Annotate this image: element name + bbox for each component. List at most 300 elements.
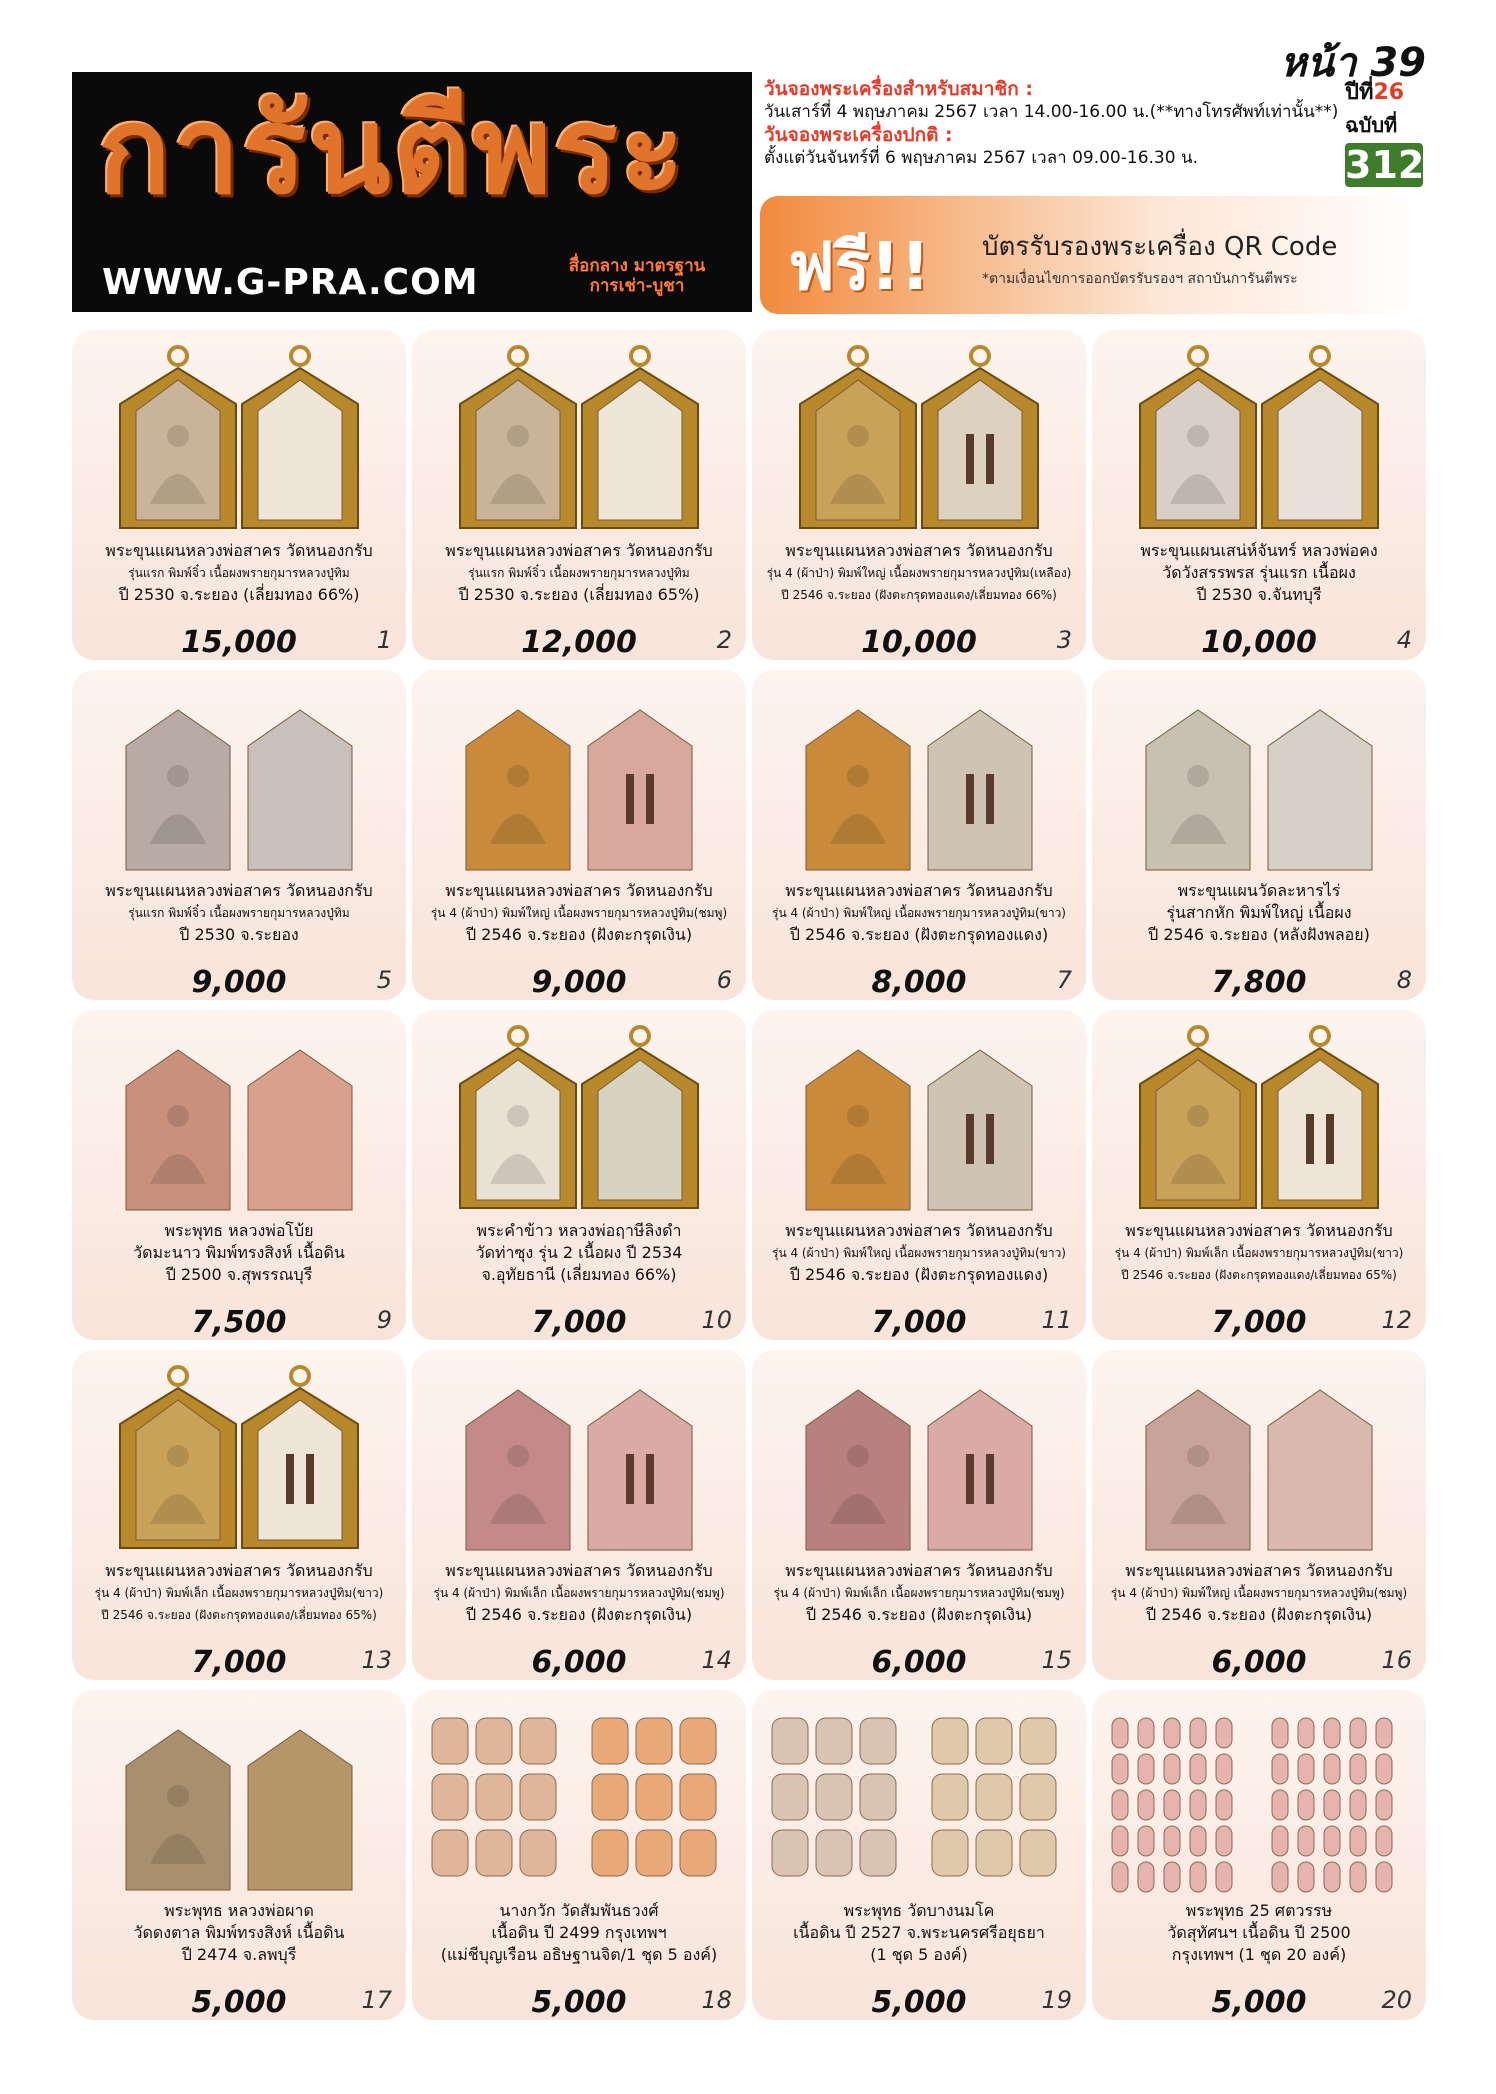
amulet-piece xyxy=(1112,1754,1128,1784)
pendant-loop xyxy=(1311,347,1329,365)
amulet-piece xyxy=(1190,1790,1206,1820)
buddha-figure xyxy=(167,1785,189,1807)
caption-line: พระขุนแผนหลวงพ่อสาคร วัดหนองกรับ xyxy=(785,1221,1053,1240)
caption-line: พระขุนแผนหลวงพ่อสาคร วัดหนองกรับ xyxy=(445,541,713,560)
amulet-back xyxy=(928,1050,1032,1210)
amulet-back xyxy=(588,710,692,870)
amulet-piece xyxy=(432,1718,468,1764)
amulet-piece xyxy=(1112,1862,1128,1892)
amulet-piece xyxy=(860,1774,896,1820)
amulet-photo xyxy=(72,684,406,880)
amulet-piece xyxy=(1272,1754,1288,1784)
takrut xyxy=(1306,1114,1314,1164)
pendant-loop xyxy=(509,1027,527,1045)
caption-line: พระขุนแผนหลวงพ่อสาคร วัดหนองกรับ xyxy=(105,881,373,900)
product-caption xyxy=(416,1900,742,1966)
logo-tagline-2: การเช่า-บูชา xyxy=(589,276,685,296)
pendant-loop xyxy=(971,347,989,365)
takrut xyxy=(1326,1114,1334,1164)
amulet-piece xyxy=(520,1830,556,1876)
product-number: 10 xyxy=(701,1306,732,1334)
amulet-photo xyxy=(412,1024,746,1220)
product-number: 7 xyxy=(1056,966,1072,994)
amulet-piece xyxy=(1020,1718,1056,1764)
amulet-photo xyxy=(1092,1364,1426,1560)
product-price: 10,000 xyxy=(1201,625,1317,660)
takrut xyxy=(966,1114,974,1164)
caption-line: วัดดงตาล พิมพ์ทรงสิงห์ เนื้อดิน xyxy=(133,1923,345,1942)
product-caption xyxy=(1096,880,1422,946)
amulet-piece xyxy=(476,1830,512,1876)
buddha-figure xyxy=(1187,765,1209,787)
product-caption xyxy=(416,880,742,946)
product-card-18[interactable] xyxy=(412,1690,746,2020)
caption-line: (แม่ชีบุญเรือน อธิษฐานจิต/1 ชุด 5 องค์) xyxy=(440,1945,718,1964)
caption-line: พระขุนแผนวัดละหารไร่ xyxy=(1177,881,1341,900)
amulet-piece xyxy=(476,1718,512,1764)
amulet-piece xyxy=(1324,1862,1340,1892)
booking-info xyxy=(764,78,1344,170)
amulet-front xyxy=(466,1390,570,1550)
product-price: 5,000 xyxy=(1211,1985,1307,2020)
amulet-piece xyxy=(1138,1862,1154,1892)
amulet-piece xyxy=(592,1830,628,1876)
buddha-figure xyxy=(507,425,529,447)
year-label: ปีที่ xyxy=(1345,80,1374,105)
caption-line: ปี 2546 จ.ระยอง (ฝังตะกรุดทองแดง/เลี่ยมทอง 65%) xyxy=(101,1608,377,1622)
buddha-figure xyxy=(1187,1105,1209,1127)
caption-line: พระขุนแผนหลวงพ่อสาคร วัดหนองกรับ xyxy=(445,1561,713,1580)
amulet-piece xyxy=(432,1774,468,1820)
caption-line: รุ่นแรก พิมพ์จิ๋ว เนื้อผงพรายกุมารหลวงปู่ทิม xyxy=(128,566,350,580)
takrut xyxy=(966,774,974,824)
caption-line: พระคำข้าว หลวงพ่อฤาษีลิงดำ xyxy=(476,1221,682,1240)
pendant-loop xyxy=(291,1367,309,1385)
product-price: 7,000 xyxy=(191,1645,287,1680)
product-card-19[interactable] xyxy=(752,1690,1086,2020)
caption-line: ปี 2546 จ.ระยอง (ฝังตะกรุดเงิน) xyxy=(465,925,693,944)
product-caption xyxy=(756,880,1082,946)
product-price: 5,000 xyxy=(531,1985,627,2020)
amulet-front xyxy=(1146,710,1250,870)
buddha-figure xyxy=(167,765,189,787)
logo-tagline xyxy=(532,256,742,296)
product-card-20[interactable] xyxy=(1092,1690,1426,2020)
buddha-figure xyxy=(847,1105,869,1127)
product-card-11[interactable] xyxy=(752,1010,1086,1340)
pendant-loop xyxy=(1189,347,1207,365)
takrut xyxy=(986,1454,994,1504)
buddha-figure xyxy=(1187,1445,1209,1467)
year-value: 26 xyxy=(1373,80,1405,105)
amulet-piece xyxy=(1350,1862,1366,1892)
normal-booking-text: ตั้งแต่วันจันทร์ที่ 6 พฤษภาคม 2567 เวลา 09.00-16.30 น. xyxy=(764,148,1198,168)
product-card-2[interactable] xyxy=(412,330,746,660)
amulet-back xyxy=(248,1730,352,1890)
product-card-14[interactable] xyxy=(412,1350,746,1680)
caption-line: พระขุนแผนหลวงพ่อสาคร วัดหนองกรับ xyxy=(105,541,373,560)
amulet-back xyxy=(248,710,352,870)
product-card-17[interactable] xyxy=(72,1690,406,2020)
amulet-piece xyxy=(1164,1862,1180,1892)
buddha-figure xyxy=(847,1445,869,1467)
caption-line: วัดสุทัศนฯ เนื้อดิน ปี 2500 xyxy=(1167,1923,1351,1942)
amulet-photo xyxy=(752,1364,1086,1560)
logo-url: WWW.G-PRA.COM xyxy=(102,262,479,303)
amulet-piece xyxy=(1138,1754,1154,1784)
product-price: 6,000 xyxy=(531,1645,627,1680)
amulet-photo xyxy=(412,684,746,880)
caption-line: พระขุนแผนหลวงพ่อสาคร วัดหนองกรับ xyxy=(785,881,1053,900)
amulet-piece xyxy=(680,1774,716,1820)
product-price: 7,800 xyxy=(1211,965,1307,1000)
amulet-photo xyxy=(72,1364,406,1560)
amulet-piece xyxy=(932,1830,968,1876)
product-price: 7,500 xyxy=(191,1305,287,1340)
pendant-loop xyxy=(169,1367,187,1385)
caption-line: ปี 2500 จ.สุพรรณบุรี xyxy=(165,1265,313,1284)
product-card-5[interactable] xyxy=(72,670,406,1000)
amulet-piece xyxy=(772,1830,808,1876)
amulet-piece xyxy=(1190,1718,1206,1748)
amulet-back xyxy=(588,1390,692,1550)
product-number: 17 xyxy=(361,1986,392,2014)
product-number: 14 xyxy=(701,1646,732,1674)
logo-tagline-1: สื่อกลาง มาตรฐาน xyxy=(568,256,706,276)
caption-line: พระขุนแผนหลวงพ่อสาคร วัดหนองกรับ xyxy=(785,541,1053,560)
pendant-loop xyxy=(631,1027,649,1045)
product-card-16[interactable] xyxy=(1092,1350,1426,1680)
product-card-4[interactable] xyxy=(1092,330,1426,660)
amulet-piece xyxy=(1138,1790,1154,1820)
amulet-photo xyxy=(72,1024,406,1220)
promo-line2: *ตามเงื่อนไขการออกบัตรรับรองฯ สถาบันการันตีพระ xyxy=(982,271,1298,287)
product-number: 8 xyxy=(1396,966,1412,994)
caption-line: พระพุทธ หลวงพ่อโบ้ย xyxy=(164,1221,314,1240)
caption-line: รุ่น 4 (ผ้าป่า) พิมพ์เล็ก เนื้อผงพรายกุมารหลวงปู่ทิม(ชมพู) xyxy=(773,1586,1065,1600)
product-number: 19 xyxy=(1041,1986,1072,2014)
caption-line: รุ่น 4 (ผ้าป่า) พิมพ์เล็ก เนื้อผงพรายกุมารหลวงปู่ทิม(ขาว) xyxy=(1114,1246,1404,1260)
amulet-piece xyxy=(1190,1862,1206,1892)
amulet-piece xyxy=(680,1830,716,1876)
amulet-piece xyxy=(976,1830,1012,1876)
product-number: 15 xyxy=(1041,1646,1072,1674)
product-caption xyxy=(416,540,742,606)
amulet-photo xyxy=(1092,344,1426,540)
amulet-piece xyxy=(1376,1790,1392,1820)
amulet-photo xyxy=(412,1704,746,1900)
caption-line: ปี 2546 จ.ระยอง (ฝังตะกรุดทองแดง/เลี่ยมทอง 65%) xyxy=(1121,1268,1397,1282)
amulet-piece xyxy=(1272,1826,1288,1856)
amulet-piece xyxy=(1376,1718,1392,1748)
caption-line: พระขุนแผนหลวงพ่อสาคร วัดหนองกรับ xyxy=(1125,1561,1393,1580)
amulet-piece xyxy=(976,1718,1012,1764)
product-caption xyxy=(756,1560,1082,1626)
product-price: 15,000 xyxy=(181,625,297,660)
caption-line: รุ่น 4 (ผ้าป่า) พิมพ์เล็ก เนื้อผงพรายกุมารหลวงปู่ทิม(ขาว) xyxy=(94,1586,384,1600)
amulet-piece xyxy=(1020,1774,1056,1820)
amulet-back xyxy=(248,1050,352,1210)
buddha-figure xyxy=(507,1445,529,1467)
product-number: 20 xyxy=(1381,1986,1412,2014)
amulet-piece xyxy=(1164,1718,1180,1748)
caption-line: นางกวัก วัดสัมพันธวงศ์ xyxy=(499,1901,659,1920)
caption-line: พระพุทธ หลวงพ่อผาด xyxy=(164,1901,314,1920)
product-card-15[interactable] xyxy=(752,1350,1086,1680)
product-price: 6,000 xyxy=(1211,1645,1307,1680)
product-card-12[interactable] xyxy=(1092,1010,1426,1340)
amulet-piece xyxy=(1020,1830,1056,1876)
issue-info xyxy=(1345,74,1423,187)
amulet-piece xyxy=(1190,1826,1206,1856)
product-price: 12,000 xyxy=(521,625,637,660)
pendant-loop xyxy=(169,347,187,365)
product-number: 16 xyxy=(1381,1646,1412,1674)
caption-line: รุ่น 4 (ผ้าป่า) พิมพ์เล็ก เนื้อผงพรายกุมารหลวงปู่ทิม(ชมพู) xyxy=(433,1586,725,1600)
amulet-piece xyxy=(1190,1754,1206,1784)
caption-line: ปี 2530 จ.จันทบุรี xyxy=(1196,585,1322,604)
takrut xyxy=(966,434,974,484)
amulet-piece xyxy=(1298,1862,1314,1892)
product-caption xyxy=(76,1560,402,1626)
amulet-photo xyxy=(752,1704,1086,1900)
issue-number-badge: 312 xyxy=(1345,143,1425,187)
amulet-piece xyxy=(1350,1790,1366,1820)
amulet-piece xyxy=(636,1774,672,1820)
product-number: 12 xyxy=(1381,1306,1412,1334)
product-card-7[interactable] xyxy=(752,670,1086,1000)
product-caption xyxy=(416,1560,742,1626)
product-card-1[interactable] xyxy=(72,330,406,660)
buddha-figure xyxy=(847,425,869,447)
caption-line: พระพุทธ วัดบางนมโค xyxy=(843,1901,995,1920)
amulet-front xyxy=(806,1390,910,1550)
takrut xyxy=(986,774,994,824)
amulet-piece xyxy=(636,1830,672,1876)
takrut xyxy=(626,1454,634,1504)
caption-line: เนื้อดิน ปี 2499 กรุงเทพฯ xyxy=(491,1923,667,1942)
issue-year xyxy=(1345,74,1423,109)
amulet-photo xyxy=(412,344,746,540)
amulet-piece xyxy=(592,1718,628,1764)
buddha-figure xyxy=(167,425,189,447)
caption-line: จ.อุทัยธานี (เลี่ยมทอง 66%) xyxy=(481,1265,677,1284)
amulet-photo xyxy=(72,1704,406,1900)
takrut xyxy=(646,1454,654,1504)
pendant-loop xyxy=(291,347,309,365)
product-card-8[interactable] xyxy=(1092,670,1426,1000)
caption-line: วัดวังสรรพรส รุ่นแรก เนื้อผง xyxy=(1162,563,1356,582)
caption-line: ปี 2546 จ.ระยอง (ฝังตะกรุดทองแดง/เลี่ยมทอง 66%) xyxy=(781,588,1057,602)
page-number: หน้า 39 xyxy=(1280,40,1426,86)
amulet-piece xyxy=(1138,1826,1154,1856)
product-caption xyxy=(756,1220,1082,1286)
amulet-piece xyxy=(1324,1718,1340,1748)
member-booking-heading: วันจองพระเครื่องสำหรับสมาชิก : xyxy=(764,78,1033,100)
amulet-back xyxy=(1268,1390,1372,1550)
caption-line: พระขุนแผนหลวงพ่อสาคร วัดหนองกรับ xyxy=(445,881,713,900)
product-price: 7,000 xyxy=(531,1305,627,1340)
product-price: 9,000 xyxy=(531,965,627,1000)
member-booking-text: วันเสาร์ที่ 4 พฤษภาคม 2567 เวลา 14.00-16.00 น.(**ทางโทรศัพท์เท่านั้น**) xyxy=(764,102,1339,122)
product-price: 5,000 xyxy=(191,1985,287,2020)
promo-free: ฟรี!! xyxy=(788,228,931,305)
amulet-piece xyxy=(772,1718,808,1764)
amulet-front xyxy=(466,710,570,870)
amulet-piece xyxy=(1324,1790,1340,1820)
caption-line: ปี 2474 จ.ลพบุรี xyxy=(181,1945,297,1964)
product-number: 1 xyxy=(376,626,392,654)
amulet-piece xyxy=(1298,1754,1314,1784)
caption-line: พระพุทธ 25 ศตวรรษ xyxy=(1185,1901,1333,1920)
amulet-piece xyxy=(1376,1754,1392,1784)
caption-line: ปี 2530 จ.ระยอง (เลี่ยมทอง 66%) xyxy=(118,585,360,604)
logo-title: การันตีพระ xyxy=(98,82,687,221)
amulet-piece xyxy=(860,1830,896,1876)
caption-line: ปี 2546 จ.ระยอง (ฝังตะกรุดทองแดง) xyxy=(789,1265,1049,1284)
amulet-piece xyxy=(1298,1790,1314,1820)
takrut xyxy=(306,1454,314,1504)
product-caption xyxy=(756,540,1082,606)
promo-banner xyxy=(760,196,1424,314)
caption-line: วัดท่าซุง รุ่น 2 เนื้อผง ปี 2534 xyxy=(475,1243,683,1262)
amulet-back xyxy=(1268,710,1372,870)
amulet-piece xyxy=(772,1774,808,1820)
product-caption xyxy=(1096,1220,1422,1286)
amulet-photo xyxy=(72,344,406,540)
amulet-photo xyxy=(752,684,1086,880)
product-caption xyxy=(76,540,402,606)
buddha-figure xyxy=(507,1105,529,1127)
amulet-piece xyxy=(636,1718,672,1764)
product-caption xyxy=(76,880,402,946)
product-price: 8,000 xyxy=(871,965,967,1000)
amulet-photo xyxy=(752,344,1086,540)
amulet-piece xyxy=(1216,1862,1232,1892)
caption-line: พระขุนแผนหลวงพ่อสาคร วัดหนองกรับ xyxy=(1125,1221,1393,1240)
amulet-piece xyxy=(1350,1754,1366,1784)
amulet-piece xyxy=(1112,1718,1128,1748)
product-price: 9,000 xyxy=(191,965,287,1000)
amulet-piece xyxy=(1164,1754,1180,1784)
issue-number-label: ฉบับที่ xyxy=(1345,113,1398,137)
product-caption xyxy=(1096,1560,1422,1626)
amulet-piece xyxy=(1216,1718,1232,1748)
amulet-photo xyxy=(1092,1024,1426,1220)
amulet-piece xyxy=(1350,1718,1366,1748)
caption-line: รุ่น 4 (ผ้าป่า) พิมพ์ใหญ่ เนื้อผงพรายกุมารหลวงปู่ทิม(ชมพู) xyxy=(430,906,728,920)
product-number: 5 xyxy=(376,966,392,994)
amulet-piece xyxy=(976,1774,1012,1820)
product-number: 2 xyxy=(716,626,732,654)
amulet-piece xyxy=(1298,1826,1314,1856)
takrut xyxy=(286,1454,294,1504)
product-caption xyxy=(1096,1900,1422,1966)
product-card-9[interactable] xyxy=(72,1010,406,1340)
product-price: 5,000 xyxy=(871,1985,967,2020)
product-caption xyxy=(1096,540,1422,606)
caption-line: พระขุนแผนเสน่ห์จันทร์ หลวงพ่อคง xyxy=(1140,541,1378,560)
amulet-piece xyxy=(1272,1862,1288,1892)
amulet-piece xyxy=(1112,1826,1128,1856)
amulet-piece xyxy=(1112,1790,1128,1820)
amulet-front xyxy=(126,710,230,870)
caption-line: (1 ชุด 5 องค์) xyxy=(870,1945,968,1964)
amulet-front xyxy=(806,710,910,870)
caption-line: ปี 2546 จ.ระยอง (ฝังตะกรุดเงิน) xyxy=(465,1605,693,1624)
takrut xyxy=(626,774,634,824)
product-price: 7,000 xyxy=(871,1305,967,1340)
caption-line: ปี 2546 จ.ระยอง (ฝังตะกรุดเงิน) xyxy=(805,1605,1033,1624)
product-number: 4 xyxy=(1396,626,1412,654)
amulet-piece xyxy=(816,1774,852,1820)
amulet-piece xyxy=(1164,1826,1180,1856)
amulet-piece xyxy=(1216,1790,1232,1820)
amulet-photo xyxy=(1092,1704,1426,1900)
product-card-3[interactable] xyxy=(752,330,1086,660)
buddha-figure xyxy=(1187,425,1209,447)
amulet-piece xyxy=(1272,1718,1288,1748)
amulet-front xyxy=(806,1050,910,1210)
caption-line: วัดมะนาว พิมพ์ทรงสิงห์ เนื้อดิน xyxy=(133,1243,345,1262)
amulet-front xyxy=(1146,1390,1250,1550)
caption-line: ปี 2530 จ.ระยอง xyxy=(179,925,299,944)
promo-line1: บัตรรับรองพระเครื่อง QR Code xyxy=(982,232,1338,262)
product-price: 10,000 xyxy=(861,625,977,660)
pendant-loop xyxy=(509,347,527,365)
caption-line: รุ่นสากหัก พิมพ์ใหญ่ เนื้อผง xyxy=(1166,903,1352,922)
caption-line: เนื้อดิน ปี 2527 จ.พระนครศรีอยุธยา xyxy=(793,1923,1045,1942)
product-number: 18 xyxy=(701,1986,732,2014)
caption-line: ปี 2546 จ.ระยอง (ฝังตะกรุดทองแดง) xyxy=(789,925,1049,944)
caption-line: รุ่น 4 (ผ้าป่า) พิมพ์ใหญ่ เนื้อผงพรายกุมารหลวงปู่ทิม(เหลือง) xyxy=(766,566,1072,580)
product-card-6[interactable] xyxy=(412,670,746,1000)
amulet-piece xyxy=(1216,1754,1232,1784)
amulet-piece xyxy=(860,1718,896,1764)
amulet-piece xyxy=(1298,1718,1314,1748)
takrut xyxy=(966,1454,974,1504)
product-card-13[interactable] xyxy=(72,1350,406,1680)
product-number: 6 xyxy=(716,966,732,994)
buddha-figure xyxy=(847,765,869,787)
caption-line: พระขุนแผนหลวงพ่อสาคร วัดหนองกรับ xyxy=(105,1561,373,1580)
amulet-piece xyxy=(932,1774,968,1820)
amulet-back xyxy=(928,1390,1032,1550)
caption-line: ปี 2530 จ.ระยอง (เลี่ยมทอง 65%) xyxy=(458,585,700,604)
amulet-piece xyxy=(592,1774,628,1820)
caption-line: ปี 2546 จ.ระยอง (ฝังตะกรุดเงิน) xyxy=(1145,1605,1373,1624)
caption-line: รุ่นแรก พิมพ์จิ๋ว เนื้อผงพรายกุมารหลวงปู่ทิม xyxy=(468,566,690,580)
product-price: 6,000 xyxy=(871,1645,967,1680)
amulet-piece xyxy=(520,1774,556,1820)
amulet-piece xyxy=(432,1830,468,1876)
amulet-photo xyxy=(752,1024,1086,1220)
caption-line: รุ่น 4 (ผ้าป่า) พิมพ์ใหญ่ เนื้อผงพรายกุมารหลวงปู่ทิม(ชมพู) xyxy=(1110,1586,1408,1600)
amulet-piece xyxy=(520,1718,556,1764)
pendant-loop xyxy=(631,347,649,365)
product-card-10[interactable] xyxy=(412,1010,746,1340)
product-number: 3 xyxy=(1056,626,1072,654)
buddha-figure xyxy=(167,1105,189,1127)
normal-booking-heading: วันจองพระเครื่องปกติ : xyxy=(764,124,953,146)
amulet-piece xyxy=(1272,1790,1288,1820)
takrut xyxy=(986,434,994,484)
caption-line: รุ่น 4 (ผ้าป่า) พิมพ์ใหญ่ เนื้อผงพรายกุมารหลวงปู่ทิม(ขาว) xyxy=(772,1246,1066,1260)
caption-line: รุ่นแรก พิมพ์จิ๋ว เนื้อผงพรายกุมารหลวงปู่ทิม xyxy=(128,906,350,920)
amulet-piece xyxy=(816,1830,852,1876)
product-caption xyxy=(76,1220,402,1286)
pendant-loop xyxy=(1189,1027,1207,1045)
